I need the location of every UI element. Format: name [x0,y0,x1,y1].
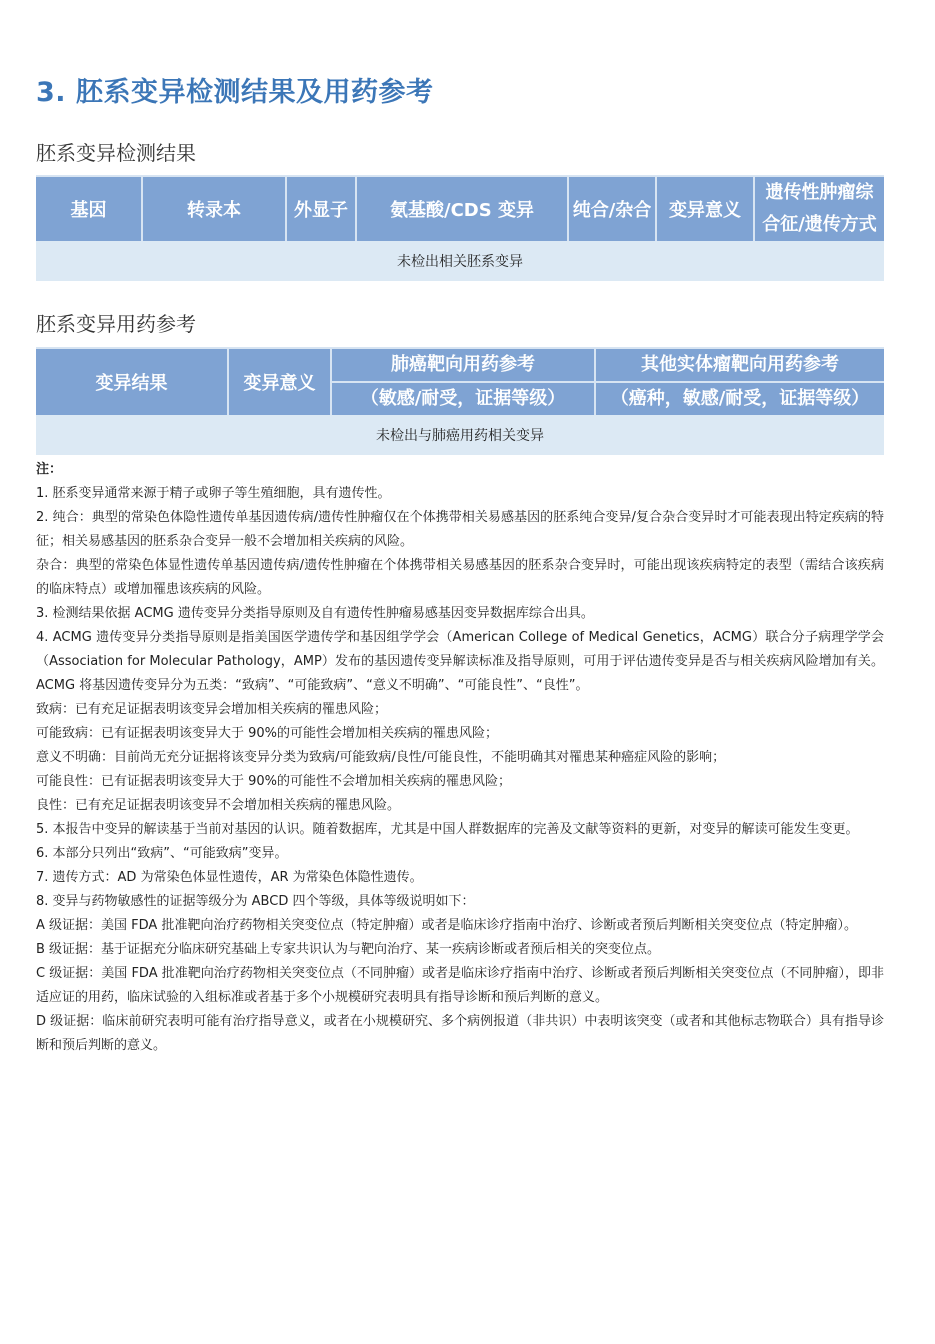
empty-result-cell: 未检出相关胚系变异 [36,241,884,283]
col-header-gene: 基因 [36,175,143,241]
header-line-1: 遗传性肿瘤综 [765,182,874,203]
note-line: 意义不明确：目前尚无充分证据将该变异分类为致病/可能致病/良性/可能良性，不能明确其对罹患某种癌症风险的影响； [36,750,726,765]
table-header-row [36,175,884,241]
col-header-transcript: 转录本 [143,175,287,241]
note-line: 3. 检测结果依据 ACMG 遗传变异分类指导原则及自有遗传性肿瘤易感基因变异数据库综合出具。 [36,606,594,621]
note-line: 8. 变异与药物敏感性的证据等级分为 ABCD 四个等级，具体等级说明如下： [36,894,475,909]
col-header-exon: 外显子 [287,175,357,241]
empty-result-cell: 未检出与肺癌用药相关变异 [36,415,884,457]
note-line: 7. 遗传方式：AD 为常染色体显性遗传，AR 为常染色体隐性遗传。 [36,870,423,885]
col-header-other-tumor-drug [596,347,884,415]
note-line: 6. 本部分只列出“致病”、“可能致病”变异。 [36,846,288,861]
table-header-row [36,347,884,415]
notes-label: 注： [36,462,63,477]
header-line-2: （敏感/耐受，证据等级） [360,388,566,409]
note-line: 可能良性：已有证据表明该变异大于 90%的可能性不会增加相关疾病的罹患风险； [36,774,512,789]
note-line: B 级证据：基于证据充分临床研究基础上专家共识认为与靶向治疗、某一疾病诊断或者预后相关的突变位点。 [36,942,661,957]
header-line-1: 肺癌靶向用药参考 [332,349,594,383]
col-header-variant-significance: 变异意义 [229,347,332,415]
note-line: 2. 纯合：典型的常染色体隐性遗传单基因遗传病/遗传性肿瘤仅在个体携带相关易感基因的胚系纯合变异/复合杂合变异时才可能表现出特定疾病的特征；相关易感基因的胚系杂合变异一般不会增加相关疾病的风险。 [36,510,884,549]
col-header-variant-result: 变异结果 [36,347,229,415]
note-line: 致病：已有充足证据表明该变异会增加相关疾病的罹患风险； [36,702,388,717]
note-line: 杂合：典型的常染色体显性遗传单基因遗传病/遗传性肿瘤在个体携带相关易感基因的胚系杂合变异时，可能出现该疾病特定的表型（需结合该疾病的临床特点）或增加罹患该疾病的风险。 [36,558,884,597]
note-line: 可能致病：已有证据表明该变异大于 90%的可能性会增加相关疾病的罹患风险； [36,726,499,741]
header-line-2: 合征/遗传方式 [762,214,877,235]
note-line: 4. ACMG 遗传变异分类指导原则是指美国医学遗传学和基因组学学会（American College of Medical Genetics，ACMG）联合分子病理学学会（Association for Molecular Pathology，AMP）发布的基因遗传变异解读标准及指导原则，可用于评估遗传变异是否与相关疾病风险增加有关。ACMG 将基因遗传变异分为五类：“致病”、“可能致病”、“意义不明确”、“可能良性”、“良性”。 [36,630,884,693]
note-line: C 级证据：美国 FDA 批准靶向治疗药物相关突变位点（不同肿瘤）或者是临床诊疗指南中治疗、诊断或者预后判断相关突变位点（不同肿瘤），即非适应证的用药，临床试验的入组标准或者基于多个小规模研究表明具有指导诊断和预后判断的意义。 [36,966,884,1005]
note-line: 5. 本报告中变异的解读基于当前对基因的认识。随着数据库，尤其是中国人群数据库的完善及文献等资料的更新，对变异的解读可能发生变更。 [36,822,859,837]
table-row [36,241,884,283]
germline-drug-section-title: 胚系变异用药参考 [36,312,196,336]
col-header-zygosity: 纯合/杂合 [569,175,657,241]
note-line: D 级证据：临床前研究表明可能有治疗指导意义，或者在小规模研究、多个病例报道（非共识）中表明该突变（或者和其他标志物联合）具有指导诊断和预后判断的意义。 [36,1014,884,1053]
note-line: A 级证据：美国 FDA 批准靶向治疗药物相关突变位点（特定肿瘤）或者是临床诊疗指南中治疗、诊断或者预后判断相关突变位点（特定肿瘤）。 [36,918,857,933]
germline-result-section-title: 胚系变异检测结果 [36,141,196,165]
table-row [36,415,884,457]
note-line: 良性：已有充足证据表明该变异不会增加相关疾病的罹患风险。 [36,798,401,813]
germline-result-table [36,175,884,283]
col-header-lung-cancer-drug [332,347,596,415]
header-line-1: 其他实体瘤靶向用药参考 [596,349,884,383]
notes-section [36,458,884,1058]
header-line-2: （癌种，敏感/耐受，证据等级） [610,388,870,409]
page-title: 3. 胚系变异检测结果及用药参考 [36,77,434,108]
germline-drug-table [36,347,884,457]
col-header-amino-acid-cds: 氨基酸/CDS 变异 [357,175,569,241]
note-line: 1. 胚系变异通常来源于精子或卵子等生殖细胞，具有遗传性。 [36,486,391,501]
col-header-significance: 变异意义 [657,175,755,241]
col-header-hereditary-syndrome [755,175,884,241]
